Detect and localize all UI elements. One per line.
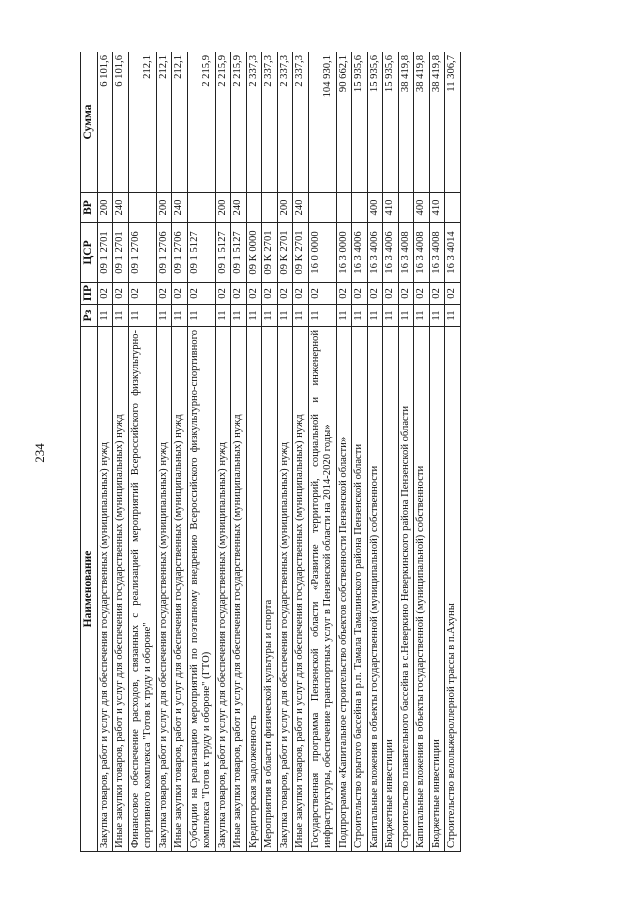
table-row — [352, 52, 368, 852]
cell-sum: 2 215,9 — [215, 52, 231, 193]
cell-vr: 400 — [367, 193, 383, 223]
table-header-row — [81, 52, 98, 852]
table-row — [172, 52, 188, 852]
cell-vr: 240 — [113, 193, 129, 223]
cell-name: Закупка товаров, работ и услуг для обеспечения государственных (муниципальных) нужд — [97, 327, 113, 852]
cell-pr: 02 — [445, 283, 461, 305]
cell-rz: 11 — [172, 305, 188, 327]
cell-sum: 212,1 — [128, 52, 156, 193]
cell-name: Государственная программа Пензенской области «Развитие территорий, социальной и инженерной инфраструктуры, обеспечение транспортных услуг в Пензенской области на 2014-2020 годы» — [308, 327, 336, 852]
cell-sum: 2 337,3 — [277, 52, 293, 193]
header-csr: ЦСР — [81, 223, 98, 283]
cell-rz: 11 — [156, 305, 172, 327]
cell-pr: 02 — [231, 283, 247, 305]
cell-rz: 11 — [414, 305, 430, 327]
cell-sum: 212,1 — [172, 52, 188, 193]
cell-csr: 16 3 4008 — [398, 223, 414, 283]
cell-csr: 09 К 2701 — [262, 223, 278, 283]
cell-name: Закупка товаров, работ и услуг для обеспечения государственных (муниципальных) нужд — [215, 327, 231, 852]
cell-name: Иные закупки товаров, работ и услуг для обеспечения государственных (муниципальных) нужд — [172, 327, 188, 852]
header-vr: ВР — [81, 193, 98, 223]
cell-pr: 02 — [262, 283, 278, 305]
cell-pr: 02 — [187, 283, 215, 305]
cell-vr: 200 — [277, 193, 293, 223]
cell-csr: 16 3 4008 — [429, 223, 445, 283]
table-row — [308, 52, 336, 852]
cell-rz: 11 — [128, 305, 156, 327]
cell-sum: 6 101,6 — [113, 52, 129, 193]
cell-pr: 02 — [352, 283, 368, 305]
cell-vr: 410 — [383, 193, 399, 223]
cell-csr: 16 3 4006 — [383, 223, 399, 283]
cell-rz: 11 — [445, 305, 461, 327]
cell-name: Иные закупки товаров, работ и услуг для обеспечения государственных (муниципальных) нужд — [293, 327, 309, 852]
cell-csr: 16 3 4006 — [367, 223, 383, 283]
cell-rz: 11 — [246, 305, 262, 327]
cell-name: Кредиторская задолженность — [246, 327, 262, 852]
cell-sum: 38 419,8 — [429, 52, 445, 193]
cell-pr: 02 — [156, 283, 172, 305]
cell-pr: 02 — [336, 283, 352, 305]
cell-rz: 11 — [383, 305, 399, 327]
cell-csr: 09 1 5127 — [215, 223, 231, 283]
cell-csr: 09 К 0000 — [246, 223, 262, 283]
table-row — [246, 52, 262, 852]
cell-name: Капитальные вложения в объекты государственной (муниципальной) собственности — [367, 327, 383, 852]
table-container — [80, 52, 590, 852]
cell-rz: 11 — [429, 305, 445, 327]
cell-name: Мероприятия в области физической культуры и спорта — [262, 327, 278, 852]
table-body — [97, 52, 460, 852]
cell-name: Субсидии на реализацию мероприятий по поэтапному внедрению Всероссийского физкультурно-спортивного комплекса "Готов к труду и обороне" (ГТО) — [187, 327, 215, 852]
cell-name: Закупка товаров, работ и услуг для обеспечения государственных (муниципальных) нужд — [156, 327, 172, 852]
cell-csr: 09 К 2701 — [293, 223, 309, 283]
cell-csr: 16 0 0000 — [308, 223, 336, 283]
cell-vr — [246, 193, 262, 223]
page-number: 234 — [32, 443, 47, 463]
cell-csr: 16 3 4006 — [352, 223, 368, 283]
cell-pr: 02 — [308, 283, 336, 305]
cell-rz: 11 — [231, 305, 247, 327]
cell-rz: 11 — [293, 305, 309, 327]
cell-rz: 11 — [215, 305, 231, 327]
cell-pr: 02 — [97, 283, 113, 305]
table-row — [445, 52, 461, 852]
table-row — [128, 52, 156, 852]
cell-vr — [336, 193, 352, 223]
cell-vr: 410 — [429, 193, 445, 223]
table-row — [429, 52, 445, 852]
cell-csr: 09 К 2701 — [277, 223, 293, 283]
table-row — [113, 52, 129, 852]
cell-rz: 11 — [97, 305, 113, 327]
cell-pr: 02 — [113, 283, 129, 305]
cell-pr: 02 — [128, 283, 156, 305]
cell-sum: 2 215,9 — [187, 52, 215, 193]
cell-rz: 11 — [262, 305, 278, 327]
cell-vr — [398, 193, 414, 223]
cell-pr: 02 — [398, 283, 414, 305]
header-name: Наименование — [81, 327, 98, 852]
cell-csr: 16 3 4008 — [414, 223, 430, 283]
cell-sum: 212,1 — [156, 52, 172, 193]
cell-sum: 15 935,6 — [383, 52, 399, 193]
cell-pr: 02 — [293, 283, 309, 305]
cell-name: Бюджетные инвестиции — [383, 327, 399, 852]
cell-vr — [187, 193, 215, 223]
cell-csr: 09 1 2701 — [113, 223, 129, 283]
cell-sum: 2 337,3 — [246, 52, 262, 193]
cell-csr: 16 3 4014 — [445, 223, 461, 283]
cell-name: Закупка товаров, работ и услуг для обеспечения государственных (муниципальных) нужд — [277, 327, 293, 852]
cell-sum: 6 101,6 — [97, 52, 113, 193]
cell-csr: 09 1 5127 — [187, 223, 215, 283]
cell-pr: 02 — [215, 283, 231, 305]
cell-name: Подпрограмма «Капитальное строительство объектов собственности Пензенской области» — [336, 327, 352, 852]
table-row — [383, 52, 399, 852]
cell-csr: 09 1 2706 — [156, 223, 172, 283]
cell-vr: 200 — [215, 193, 231, 223]
cell-pr: 02 — [367, 283, 383, 305]
table-row — [277, 52, 293, 852]
cell-vr: 240 — [231, 193, 247, 223]
cell-rz: 11 — [277, 305, 293, 327]
table-row — [262, 52, 278, 852]
cell-rz: 11 — [336, 305, 352, 327]
cell-pr: 02 — [414, 283, 430, 305]
cell-sum: 104 930,1 — [308, 52, 336, 193]
cell-vr — [128, 193, 156, 223]
cell-vr: 400 — [414, 193, 430, 223]
cell-sum: 2 215,9 — [231, 52, 247, 193]
cell-pr: 02 — [277, 283, 293, 305]
header-rz: Рз — [81, 305, 98, 327]
cell-vr: 240 — [172, 193, 188, 223]
table-row — [156, 52, 172, 852]
table-row — [367, 52, 383, 852]
table-row — [398, 52, 414, 852]
table-row — [414, 52, 430, 852]
cell-pr: 02 — [429, 283, 445, 305]
cell-pr: 02 — [246, 283, 262, 305]
cell-name: Строительство крытого бассейна в р.п. Тамала Тамалинского района Пензенской области — [352, 327, 368, 852]
cell-name: Иные закупки товаров, работ и услуг для обеспечения государственных (муниципальных) нужд — [113, 327, 129, 852]
header-sum: Сумма — [81, 52, 98, 193]
cell-rz: 11 — [398, 305, 414, 327]
cell-vr: 200 — [97, 193, 113, 223]
table-row — [293, 52, 309, 852]
cell-rz: 11 — [367, 305, 383, 327]
table-row — [336, 52, 352, 852]
header-pr: ПР — [81, 283, 98, 305]
cell-vr — [445, 193, 461, 223]
cell-name: Иные закупки товаров, работ и услуг для обеспечения государственных (муниципальных) нужд — [231, 327, 247, 852]
cell-csr: 16 3 0000 — [336, 223, 352, 283]
cell-pr: 02 — [172, 283, 188, 305]
table-row — [231, 52, 247, 852]
cell-name: Капитальные вложения в объекты государственной (муниципальной) собственности — [414, 327, 430, 852]
cell-name: Строительство плавательного бассейна в с.Неверкино Неверкинского района Пензенской области — [398, 327, 414, 852]
cell-sum: 90 662,1 — [336, 52, 352, 193]
table-row — [215, 52, 231, 852]
cell-csr: 09 1 5127 — [231, 223, 247, 283]
table-row — [187, 52, 215, 852]
table-row — [97, 52, 113, 852]
cell-rz: 11 — [352, 305, 368, 327]
cell-name: Бюджетные инвестиции — [429, 327, 445, 852]
cell-sum: 15 935,6 — [352, 52, 368, 193]
cell-rz: 11 — [187, 305, 215, 327]
cell-sum: 2 337,3 — [293, 52, 309, 193]
cell-sum: 38 419,8 — [414, 52, 430, 193]
cell-rz: 11 — [113, 305, 129, 327]
cell-name: Строительство велолыжероллерной трассы в п.Ахуны — [445, 327, 461, 852]
rotated-table-area — [80, 52, 590, 852]
cell-sum: 2 337,3 — [262, 52, 278, 193]
cell-rz: 11 — [308, 305, 336, 327]
cell-vr: 240 — [293, 193, 309, 223]
cell-vr — [352, 193, 368, 223]
cell-csr: 09 1 2701 — [97, 223, 113, 283]
cell-csr: 09 1 2706 — [172, 223, 188, 283]
cell-name: Финансовое обеспечение расходов, связанных с реализацией мероприятий Всероссийского физкультурно-спортивного комплекса "Готов к труду и обороне" — [128, 327, 156, 852]
cell-sum: 38 419,8 — [398, 52, 414, 193]
cell-sum: 11 306,7 — [445, 52, 461, 193]
budget-table — [80, 52, 461, 852]
cell-vr: 200 — [156, 193, 172, 223]
cell-pr: 02 — [383, 283, 399, 305]
cell-csr: 09 1 2706 — [128, 223, 156, 283]
cell-sum: 15 935,6 — [367, 52, 383, 193]
cell-vr — [308, 193, 336, 223]
cell-vr — [262, 193, 278, 223]
